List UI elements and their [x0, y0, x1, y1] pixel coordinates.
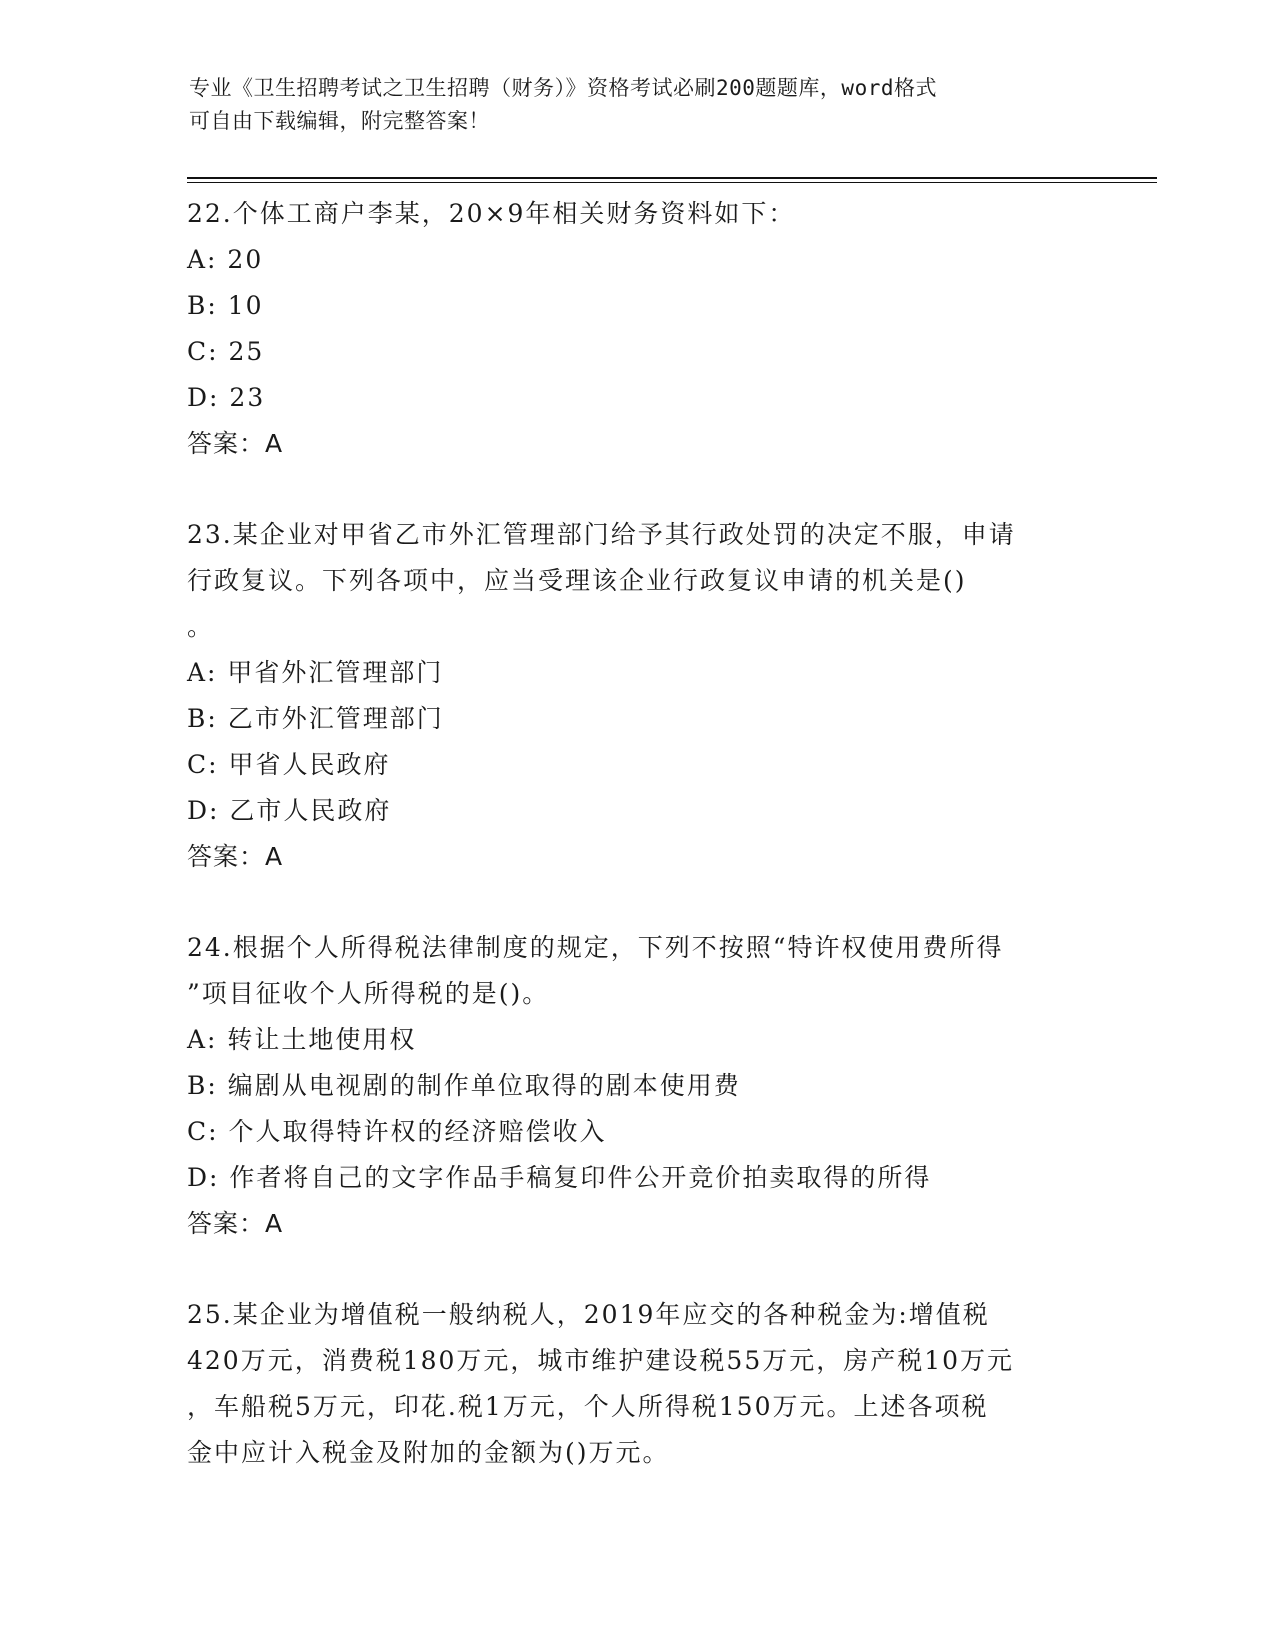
- question-stem-line: 。: [187, 612, 215, 641]
- question-stem-line: ”项目征收个人所得税的是()。: [187, 979, 550, 1008]
- option-c: C: 25: [187, 337, 265, 366]
- question-stem-line: 25.某企业为增值税一般纳税人，2019年应交的各种税金为:增值税: [187, 1300, 990, 1329]
- option-d: D: 23: [187, 383, 266, 412]
- question-24: [187, 925, 1087, 1247]
- option-b: B: 10: [187, 291, 264, 320]
- question-spacer: [187, 880, 1087, 925]
- question-stem-line: 23.某企业对甲省乙市外汇管理部门给予其行政处罚的决定不服，申请: [187, 520, 1016, 549]
- answer: 答案：A: [187, 842, 284, 871]
- question-spacer: [187, 1247, 1087, 1292]
- option-b: B: 乙市外汇管理部门: [187, 704, 444, 733]
- question-23: [187, 512, 1087, 880]
- option-a: A: 转让土地使用权: [187, 1025, 417, 1054]
- question-stem-line: 行政复议。下列各项中，应当受理该企业行政复议申请的机关是(): [187, 566, 967, 595]
- option-d: D: 作者将自己的文字作品手稿复印件公开竞价拍卖取得的所得: [187, 1163, 932, 1192]
- question-stem-line: 22.个体工商户李某，20×9年相关财务资料如下：: [187, 199, 796, 228]
- header-line-1: 专业《卫生招聘考试之卫生招聘（财务）》资格考试必刷200题题库，word格式: [189, 76, 937, 100]
- header-line-2: 可自由下载编辑，附完整答案！: [189, 109, 490, 133]
- header-divider-thick: [187, 177, 1157, 179]
- question-stem-line: 金中应计入税金及附加的金额为()万元。: [187, 1438, 670, 1467]
- option-b: B: 编剧从电视剧的制作单位取得的剧本使用费: [187, 1071, 741, 1100]
- document-header: [189, 72, 1089, 138]
- option-a: A: 甲省外汇管理部门: [187, 658, 444, 687]
- question-25: [187, 1292, 1087, 1476]
- header-divider-thin: [187, 182, 1157, 183]
- option-a: A: 20: [187, 245, 264, 274]
- answer: 答案：A: [187, 1209, 284, 1238]
- option-c: C: 个人取得特许权的经济赔偿收入: [187, 1117, 607, 1146]
- question-stem-line: 24.根据个人所得税法律制度的规定，下列不按照“特许权使用费所得: [187, 933, 1004, 962]
- question-stem-line: 420万元，消费税180万元，城市维护建设税55万元，房产税10万元: [187, 1346, 1015, 1375]
- option-d: D: 乙市人民政府: [187, 796, 392, 825]
- question-stem-line: ，车船税5万元，印花.税1万元，个人所得税150万元。上述各项税: [187, 1392, 989, 1421]
- question-22: [187, 191, 1087, 467]
- question-list: [187, 191, 1087, 1476]
- answer: 答案：A: [187, 429, 284, 458]
- question-spacer: [187, 467, 1087, 512]
- option-c: C: 甲省人民政府: [187, 750, 391, 779]
